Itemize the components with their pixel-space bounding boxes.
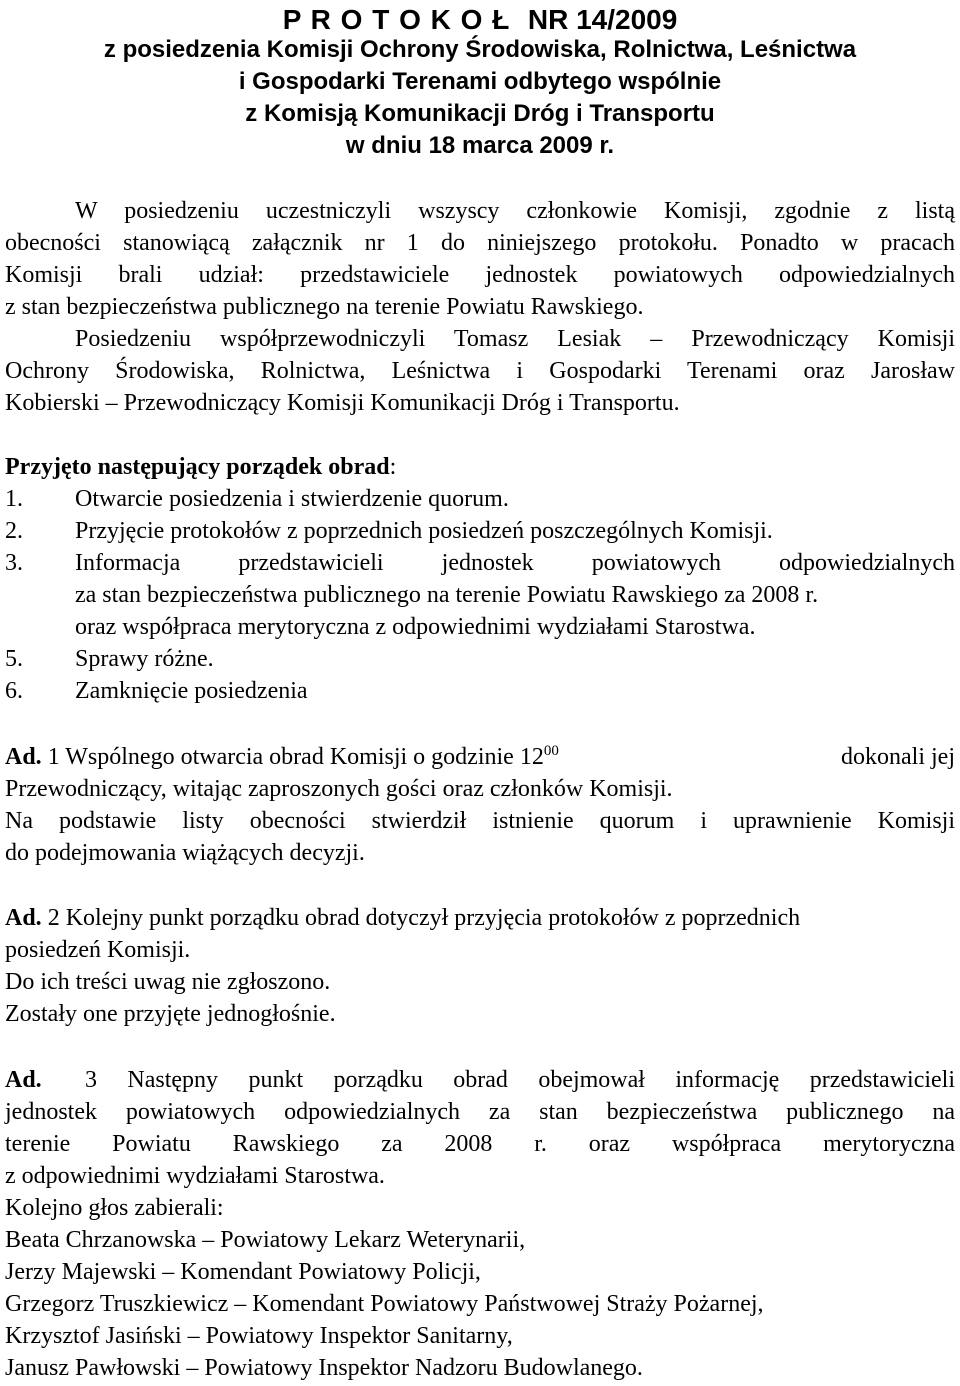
ad2-label: Ad. bbox=[5, 905, 42, 931]
agenda-item-continuation: oraz współpraca merytoryczna z odpowiednimi wydziałami Starostwa. bbox=[75, 614, 756, 640]
agenda-item bbox=[5, 515, 955, 547]
speaker-item: Grzegorz Truszkiewicz – Komendant Powiatowy Państwowej Straży Pożarnej, bbox=[5, 1291, 764, 1317]
intro-line-6: Ochrony Środowiska, Rolnictwa, Leśnictwa i Gospodarki Terenami oraz Jarosław bbox=[5, 358, 955, 384]
subtitle-line-4: w dniu 18 marca 2009 r. bbox=[345, 132, 615, 159]
intro-line-5: Posiedzeniu współprzewodniczyli Tomasz Lesiak – Przewodniczący Komisji bbox=[75, 326, 955, 352]
ad2-line-4: Zostały one przyjęte jednogłośnie. bbox=[5, 1001, 336, 1027]
speaker-item: Beata Chrzanowska – Powiatowy Lekarz Weterynarii, bbox=[5, 1227, 526, 1253]
agenda-item-number: 2. bbox=[5, 518, 23, 544]
ad3-label: Ad. bbox=[5, 1067, 42, 1093]
ad1-first-line bbox=[5, 741, 955, 773]
intro-line-7: Kobierski – Przewodniczący Komisji Komunikacji Dróg i Transportu. bbox=[5, 390, 680, 416]
agenda-item bbox=[5, 675, 955, 707]
agenda-item-text: Przyjęcie protokołów z poprzednich posiedzeń poszczególnych Komisji. bbox=[75, 518, 773, 544]
subtitle-line-2: i Gospodarki Terenami odbytego wspólnie bbox=[238, 68, 722, 95]
agenda-item-text: Sprawy różne. bbox=[75, 646, 214, 672]
ad1-line-3: Na podstawie listy obecności stwierdził istnienie quorum i uprawnienie Komisji bbox=[5, 808, 955, 834]
agenda-item bbox=[5, 483, 955, 515]
document-title bbox=[5, 4, 955, 36]
ad1-line1-end: dokonali jej bbox=[841, 744, 955, 770]
agenda-item-text: Otwarcie posiedzenia i stwierdzenie quorum. bbox=[75, 486, 509, 512]
agenda-heading-text: Przyjęto następujący porządek obrad bbox=[5, 454, 390, 480]
agenda-item-text: Informacja przedstawicieli jednostek powiatowych odpowiedzialnych bbox=[75, 550, 955, 576]
agenda-item-number: 1. bbox=[5, 486, 23, 512]
ad2-line1: 2 Kolejny punkt porządku obrad dotyczył przyjęcia protokołów z poprzednich bbox=[47, 905, 801, 931]
ad3-line-3: terenie Powiatu Rawskiego za 2008 r. oraz współpraca merytoryczna bbox=[5, 1131, 955, 1157]
ad2-line-2: posiedzeń Komisji. bbox=[5, 937, 191, 963]
agenda-item-number: 6. bbox=[5, 678, 23, 704]
agenda-heading bbox=[5, 451, 955, 483]
ad3-line-2: jednostek powiatowych odpowiedzialnych za stan bezpieczeństwa publicznego na bbox=[5, 1099, 955, 1125]
ad2-first-line bbox=[5, 902, 955, 934]
ad1-time-sup: 00 bbox=[543, 743, 559, 759]
agenda-item bbox=[5, 547, 955, 579]
ad1-label: Ad. bbox=[5, 744, 42, 770]
ad1-text bbox=[5, 741, 559, 773]
subtitle-line-3: z Komisją Komunikacji Dróg i Transportu bbox=[245, 100, 715, 127]
ad3-line1: 3 Następny punkt porządku obrad obejmował informację przedstawicieli bbox=[85, 1067, 955, 1093]
title-text: P R O T O K O Ł bbox=[282, 4, 511, 35]
ad1-line-2: Przewodniczący, witając zaproszonych gości oraz członków Komisji. bbox=[5, 776, 673, 802]
agenda-item-continuation: za stan bezpieczeństwa publicznego na terenie Powiatu Rawskiego za 2008 r. bbox=[75, 582, 819, 608]
ad1-line1: 1 Wspólnego otwarcia obrad Komisji o godzinie 12 bbox=[47, 744, 544, 770]
agenda-heading-colon: : bbox=[389, 454, 397, 480]
intro-line-1: W posiedzeniu uczestniczyli wszyscy członkowie Komisji, zgodnie z listą bbox=[75, 198, 955, 224]
protocol-number: NR 14/2009 bbox=[527, 4, 678, 35]
subtitle-line-1: z posiedzenia Komisji Ochrony Środowiska, Rolnictwa, Leśnictwa bbox=[103, 36, 857, 63]
intro-line-2: obecności stanowiącą załącznik nr 1 do niniejszego protokołu. Ponadto w pracach bbox=[5, 230, 955, 256]
ad3-first-line bbox=[5, 1064, 955, 1096]
agenda-item-number: 3. bbox=[5, 550, 23, 576]
speaker-item: Krzysztof Jasiński – Powiatowy Inspektor Sanitarny, bbox=[5, 1323, 513, 1349]
ad1-line-4: do podejmowania wiążących decyzji. bbox=[5, 840, 365, 866]
intro-line-4: z stan bezpieczeństwa publicznego na terenie Powiatu Rawskiego. bbox=[5, 294, 644, 320]
agenda-item-text: Zamknięcie posiedzenia bbox=[75, 678, 308, 704]
ad2-line-3: Do ich treści uwag nie zgłoszono. bbox=[5, 969, 331, 995]
speaker-item: Jerzy Majewski – Komendant Powiatowy Policji, bbox=[5, 1259, 481, 1285]
intro-line-3: Komisji brali udział: przedstawiciele jednostek powiatowych odpowiedzialnych bbox=[5, 262, 955, 288]
agenda-item bbox=[5, 643, 955, 675]
speaker-item: Janusz Pawłowski – Powiatowy Inspektor Nadzoru Budowlanego. bbox=[5, 1355, 643, 1381]
ad3-line-4: z odpowiednimi wydziałami Starostwa. bbox=[5, 1163, 385, 1189]
agenda-item-number: 5. bbox=[5, 646, 23, 672]
ad3-speakers-intro: Kolejno głos zabierali: bbox=[5, 1195, 224, 1221]
